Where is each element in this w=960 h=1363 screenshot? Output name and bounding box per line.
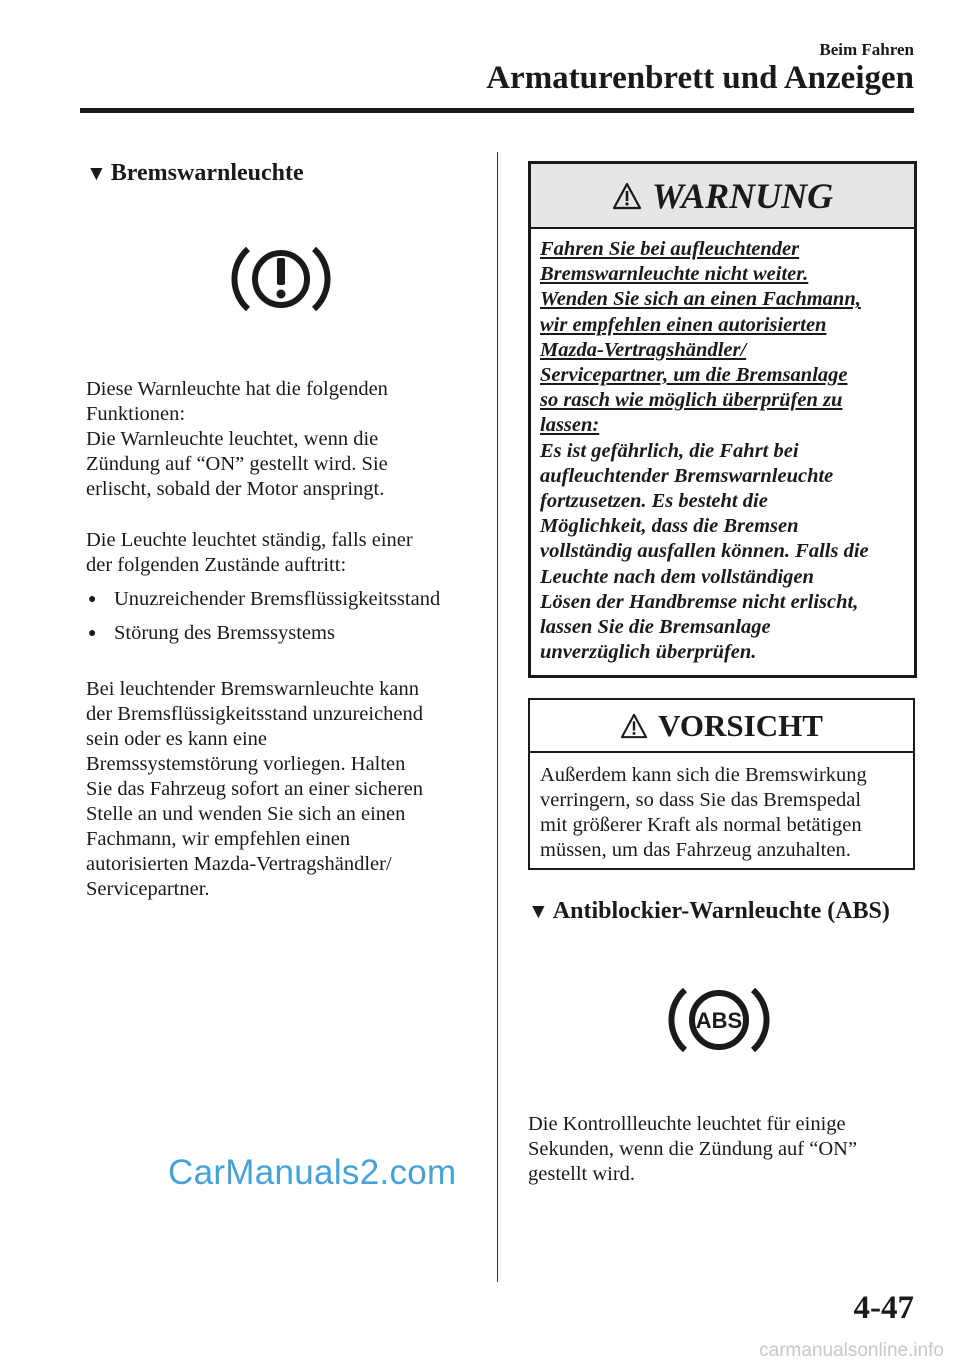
text-line: der Bremsflüssigkeitsstand unzureichend [86, 703, 424, 725]
page-title: Armaturenbrett und Anzeigen [486, 60, 914, 96]
abs-section-title: Antiblockier-Warnleuchte (ABS) [552, 898, 890, 924]
warning-line: vollständig ausfallen können. Falls die [540, 540, 869, 563]
triangle-bullet-icon: ▼ [528, 899, 549, 923]
warning-line: Servicepartner, um die Bremsanlage [540, 364, 848, 387]
brake-condition-list [86, 587, 486, 655]
warning-line: wir empfehlen einen autorisierten [540, 313, 827, 336]
abs-section-heading [528, 898, 890, 925]
text-line: Die Kontrollleuchte leuchtet für einige [528, 1113, 846, 1135]
list-item [86, 587, 486, 612]
text-line: erlischt, sobald der Motor anspringt. [86, 478, 385, 500]
list-item-text: Störung des Bremssystems [114, 622, 335, 644]
warning-line: lassen: [540, 414, 600, 437]
text-line: Die Warnleuchte leuchtet, wenn die [86, 428, 379, 450]
text-line: Bei leuchtender Bremswarnleuchte kann [86, 678, 419, 700]
caution-heading: VORSICHT [658, 707, 823, 743]
warning-line: Lösen der Handbremse nicht erlischt, [540, 590, 859, 613]
caution-line: mit größerer Kraft als normal betätigen [540, 814, 862, 836]
brake-condition-paragraph [86, 528, 486, 578]
brake-closing-paragraph [86, 677, 486, 902]
caution-triangle-icon [620, 713, 648, 739]
caution-body [530, 753, 913, 863]
warning-line: Mazda-Vertragshändler/ [540, 338, 747, 361]
warning-header [531, 164, 914, 229]
bullet-dot-icon: ● [88, 626, 97, 641]
warning-line: lassen Sie die Bremsanlage [540, 616, 771, 639]
text-line: Servicepartner. [86, 878, 210, 900]
text-line: Bremssystemstörung vorliegen. Halten [86, 753, 406, 775]
text-line: Diese Warnleuchte hat die folgenden [86, 378, 388, 400]
text-line: autorisierten Mazda-Vertragshändler/ [86, 853, 392, 875]
text-line: Sekunden, wenn die Zündung auf “ON” [528, 1138, 858, 1160]
caution-line: müssen, um das Fahrzeug anzuhalten. [540, 839, 851, 861]
warning-line: unverzüglich überprüfen. [540, 641, 757, 664]
brake-intro-paragraph [86, 377, 486, 502]
caution-box [528, 698, 915, 870]
text-line: gestellt wird. [528, 1163, 636, 1185]
warning-line: Wenden Sie sich an einen Fachmann, [540, 288, 861, 311]
list-item [86, 621, 486, 646]
triangle-bullet-icon: ▼ [86, 161, 107, 185]
caution-line: verringern, so dass Sie das Bremspedal [540, 789, 862, 811]
warning-triangle-icon [612, 182, 642, 210]
text-line: Zündung auf “ON” gestellt wird. Sie [86, 453, 388, 475]
brake-section-title: Bremswarnleuchte [110, 160, 304, 186]
header-section-label: Beim Fahren [819, 40, 914, 59]
abs-icon-label: ABS [695, 1008, 743, 1033]
warning-body [531, 229, 914, 665]
text-line: Fachmann, wir empfehlen einen [86, 828, 351, 850]
text-line: sein oder es kann eine [86, 728, 268, 750]
page-number: 4-47 [853, 1290, 914, 1326]
watermark-text: CarManuals2.com [168, 1153, 457, 1192]
warning-box [528, 161, 917, 678]
warning-line: Es ist gefährlich, die Fahrt bei [540, 439, 799, 462]
footer-site-text: carmanualsonline.info [759, 1340, 944, 1361]
header-rule [80, 108, 914, 113]
warning-line: aufleuchtender Bremswarnleuchte [540, 464, 834, 487]
text-line: der folgenden Zustände auftritt: [86, 554, 347, 576]
bullet-dot-icon: ● [88, 592, 97, 607]
caution-header [530, 700, 913, 753]
abs-warning-icon [664, 982, 774, 1058]
list-item-text: Unuzreichender Bremsflüssigkeitsstand [114, 588, 441, 610]
warning-line: so rasch wie möglich überprüfen zu [540, 389, 843, 412]
warning-line: Bremswarnleuchte nicht weiter. [540, 263, 809, 286]
text-line: Stelle an und wenden Sie sich an einen [86, 803, 406, 825]
text-line: Die Leuchte leuchtet ständig, falls einer [86, 529, 413, 551]
warning-heading: WARNUNG [651, 175, 834, 216]
brake-section-heading [86, 160, 304, 187]
text-line: Funktionen: [86, 403, 186, 425]
brake-warning-icon [226, 241, 336, 319]
warning-line: Leuchte nach dem vollständigen [540, 565, 814, 588]
warning-line: Fahren Sie bei aufleuchtender [540, 238, 800, 260]
warning-line: Möglichkeit, dass die Bremsen [540, 515, 799, 538]
abs-paragraph [528, 1112, 918, 1187]
caution-line: Außerdem kann sich die Bremswirkung [540, 764, 867, 786]
column-divider [497, 152, 498, 1282]
warning-line: fortzusetzen. Es besteht die [540, 490, 768, 513]
text-line: Sie das Fahrzeug sofort an einer sicheren [86, 778, 423, 800]
